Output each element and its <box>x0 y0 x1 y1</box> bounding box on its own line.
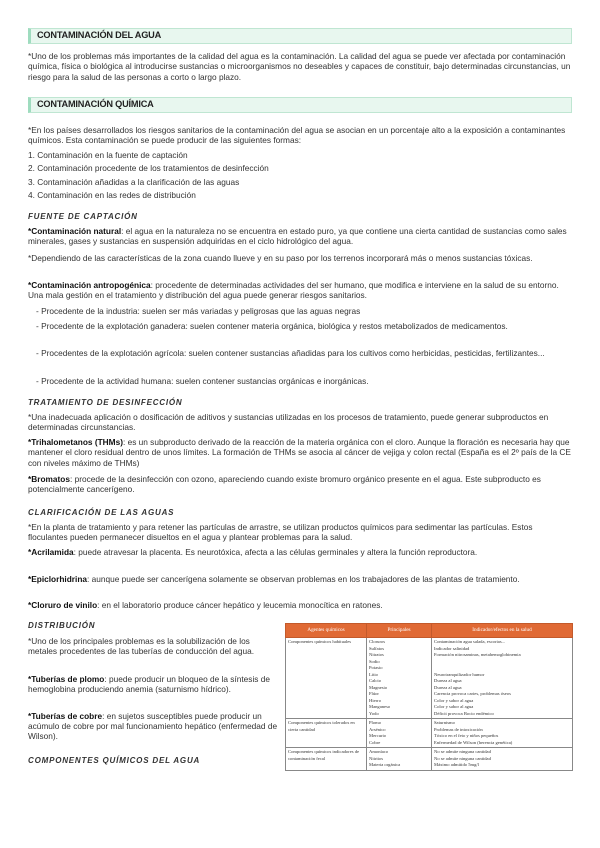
agent-cell: Componentes químicos habituales <box>286 638 367 719</box>
term-text: : puede producir un bloqueo de la síntesis de hemoglobina produciendo anemia (saturnismo hídrico). <box>28 674 270 695</box>
list-item: - Procedente de la industria: suelen ser más variadas y peligrosas que las aguas negras <box>36 306 361 316</box>
item-text: Arsénico <box>369 726 386 732</box>
term-label: *Epiclorhidrina <box>28 574 88 584</box>
term-label: *Tuberías de plomo <box>28 674 105 684</box>
subheading-clarificacion: CLARIFICACIÓN DE LAS AGUAS <box>28 508 175 517</box>
item-text: Magnesio <box>369 684 388 690</box>
effect-text: Formación nitrosaminas, metahemoglobinemia <box>434 652 521 657</box>
items-cell <box>367 719 432 748</box>
item-text: Flúor <box>369 691 379 696</box>
treatment-paragraph: *Una inadecuada aplicación o dosificación de aditivos y sustancias utilizadas en los procesos de tratamiento, puede generar subproductos en determinadas circunstancias. <box>28 412 549 433</box>
item-text: Manganeso <box>369 704 391 709</box>
subheading-tratamiento: TRATAMIENTO DE DESINFECCIÓN <box>28 398 183 407</box>
term-text: : en sujetos susceptibles puede producir un acúmulo de cobre por mal funcionamiento hepático (enfermedad de Wilson). <box>28 711 278 742</box>
chemical-intro-paragraph: *En los países desarrollados los riesgos sanitarios de la contaminación del agua se asocian en un porcentaje alto a la exposición a contaminantes químicos. Esta contaminación se puede producir de las siguientes formas: <box>28 125 566 146</box>
acrilamida-paragraph <box>28 547 574 557</box>
term-text: : procede de la desinfección con ozono, apareciendo cuando existe bromuro orgánico presente en el agua. Este subproducto es potencialmente cancerígeno. <box>28 474 541 495</box>
table-header-row <box>286 624 573 638</box>
table-header-cell: Agentes químicos <box>286 624 367 638</box>
list-item: 3. Contaminación añadidas a la clarificación de las aguas <box>28 176 240 187</box>
item-text: Litio <box>369 671 378 677</box>
clarification-paragraph: *En la planta de tratamiento y para retener las partículas de arrastre, se utilizan productos químicos para sedimentar las partículas. Estos floculantes pueden permanecer disueltos en el agua y plantear problemas para la salud. <box>28 522 533 543</box>
term-label: *Tuberías de cobre <box>28 711 103 721</box>
list-item: - Procedente de la explotación ganadera: suelen contener materia orgánica, biológica y restos metabolizados de medicamentos. <box>36 321 508 331</box>
forms-list <box>28 150 574 201</box>
term-text: : puede atravesar la placenta. Es neurotóxica, afecta a las células germinales y altera la función reproductora. <box>73 547 478 557</box>
item-text: Cloruros <box>369 639 386 644</box>
term-label: *Acrilamida <box>28 547 74 557</box>
effect-text: Indicador salinidad <box>434 645 470 651</box>
intro-paragraph: *Uno de los problemas más importantes de la calidad del agua es la contaminación. La calidad del agua se puede ver afectada por contaminación química, física o biológica al introducirse sustancias o microorganismos no deseables y capaces de constituir, bajo determinadas circunstancias, un riesgo para la salud de las personas a corto o largo plazo. <box>28 51 571 82</box>
distribution-paragraph: *Uno de los principales problemas es la solubilización de los metales procedentes de las tuberías de conducción del agua. <box>28 636 255 657</box>
term-text: : procedente de determinadas actividades del ser humano, que modifica e interviene en la salud de su entorno. Una mala gestión en el tratamiento y distribución del agua puede generar riesgos sanitarios. <box>28 280 559 301</box>
epiclorhidrina-paragraph <box>28 574 574 584</box>
plomo-paragraph <box>28 674 278 694</box>
effect-text: Problemas de intoxicación <box>434 726 483 732</box>
list-item: - Procedentes de la explotación agrícola: suelen contener sustancias añadidas para los cultivos como herbicidas, pesticidas, fertilizantes... <box>36 348 545 358</box>
cobre-paragraph <box>28 711 278 742</box>
agent-cell: Componentes químicos tolerados en cierta cantidad <box>286 719 367 748</box>
term-label: *Bromatos <box>28 474 70 484</box>
list-item: 4. Contaminación en las redes de distribución <box>28 190 196 201</box>
effect-text: Saturnismo <box>434 720 455 725</box>
vinilo-paragraph <box>28 600 574 610</box>
item-text: Materia orgánica <box>369 762 401 767</box>
term-label: *Trihalometanos (THMs) <box>28 437 123 447</box>
section-title: CONTAMINACIÓN QUÍMICA <box>37 99 154 109</box>
list-item: 2. Contaminación procedente de los tratamientos de desinfección <box>28 163 269 174</box>
term-text: : es un subproducto derivado de la reacción de la materia orgánica con el cloro. Aunque la floración es necesaria hay que mantener el cloro residual dentro de unos límites. La formación de THMs se asocia al cáncer de vejiga y colon rectal (España es el 2º país de la CE con niveles máximo de THMs) <box>28 437 571 468</box>
table-row <box>286 638 573 719</box>
subheading-fuente: FUENTE DE CAPTACIÓN <box>28 212 138 221</box>
list-item: 1. Contaminación en la fuente de captación <box>28 150 188 160</box>
natural-paragraph <box>28 226 574 247</box>
table-row <box>286 748 573 771</box>
table-header-cell: Principales <box>367 624 432 638</box>
effect-text: Color y sabor al agua <box>434 697 474 703</box>
list-item: - Procedente de la actividad humana: suelen contener sustancias orgánicas e inorgánicas. <box>36 376 369 386</box>
term-label: *Cloruro de vinilo <box>28 600 98 610</box>
chemical-components-table <box>285 623 573 771</box>
table-body <box>286 638 573 771</box>
effect-text: Dureza al agua <box>434 684 462 690</box>
item-text: Calcio <box>369 678 381 683</box>
effect-text: No se admite ninguna cantidad <box>434 755 491 761</box>
term-text: : el agua en la naturaleza no se encuentra en estado puro, ya que contiene una cierta cantidad de sustancias como sales minerales, gases y sustancias en suspensión adquiridas en el ciclo hidrológico del agua. <box>28 226 567 247</box>
page-title: CONTAMINACIÓN DEL AGUA <box>37 30 162 40</box>
item-text: Nitratos <box>369 652 384 657</box>
effect-text: Tóxico en el feto y niños pequeños <box>434 733 499 738</box>
effect-text: No se admite ninguna cantidad <box>434 749 491 754</box>
term-label: *Contaminación antropogénica <box>28 280 151 290</box>
items-cell <box>367 638 432 719</box>
section-bar <box>28 97 572 113</box>
item-text: Amoníaco <box>369 749 389 754</box>
item-text: Cobre <box>369 739 381 745</box>
effect-text: Déficit provoca Bocio endémico <box>434 710 494 716</box>
item-text: Mercurio <box>369 733 387 738</box>
term-label: *Contaminación natural <box>28 226 122 236</box>
effect-text: Enfermedad de Wilson (herencia genética) <box>434 739 513 745</box>
term-text: : aunque puede ser cancerígena solamente se observan problemas en los trabajadores de las plantas de tratamiento. <box>87 574 520 584</box>
subheading-componentes: COMPONENTES QUÍMICOS DEL AGUA <box>28 756 201 765</box>
bromatos-paragraph <box>28 474 574 495</box>
effects-cell <box>432 748 573 771</box>
effect-text: Carencia provoca caries, problemas óseos <box>434 691 511 696</box>
agent-cell: Componentes químicos indicadores de contaminación fecal <box>286 748 367 771</box>
items-cell <box>367 748 432 771</box>
effects-cell <box>432 719 573 748</box>
header-bar <box>28 28 572 44</box>
thm-paragraph <box>28 437 574 468</box>
effect-text: Neurotranquilizador humor <box>434 671 485 677</box>
item-text: Plomo <box>369 720 381 725</box>
subheading-distribucion: DISTRIBUCIÓN <box>28 621 96 630</box>
effects-cell <box>432 638 573 719</box>
effect-text: Máximo admitido 5mg/l <box>434 762 479 767</box>
anthropogenic-paragraph <box>28 280 574 301</box>
item-text: Sodio <box>369 658 380 664</box>
effect-text: Color y sabor al agua <box>434 704 474 709</box>
effect-text: Dureza al agua <box>434 678 462 683</box>
item-text: Yodo <box>369 710 379 716</box>
term-text: : en el laboratorio produce cáncer hepático y leucemia monocítica en ratones. <box>97 600 383 610</box>
item-text: Sulfatos <box>369 645 385 651</box>
effect-text: Contaminación agua salada, escorias... <box>434 639 506 644</box>
table-row <box>286 719 573 748</box>
item-text: Potasio <box>369 665 383 670</box>
item-text: Nitritos <box>369 755 384 761</box>
item-text: Hierro <box>369 697 381 703</box>
table-header-cell: Indicador/efectos en la salud <box>432 624 573 638</box>
depends-paragraph: *Dependiendo de las características de la zona cuando llueve y en su paso por los terrenos incorporará más o menos sustancias tóxicas. <box>28 253 533 263</box>
